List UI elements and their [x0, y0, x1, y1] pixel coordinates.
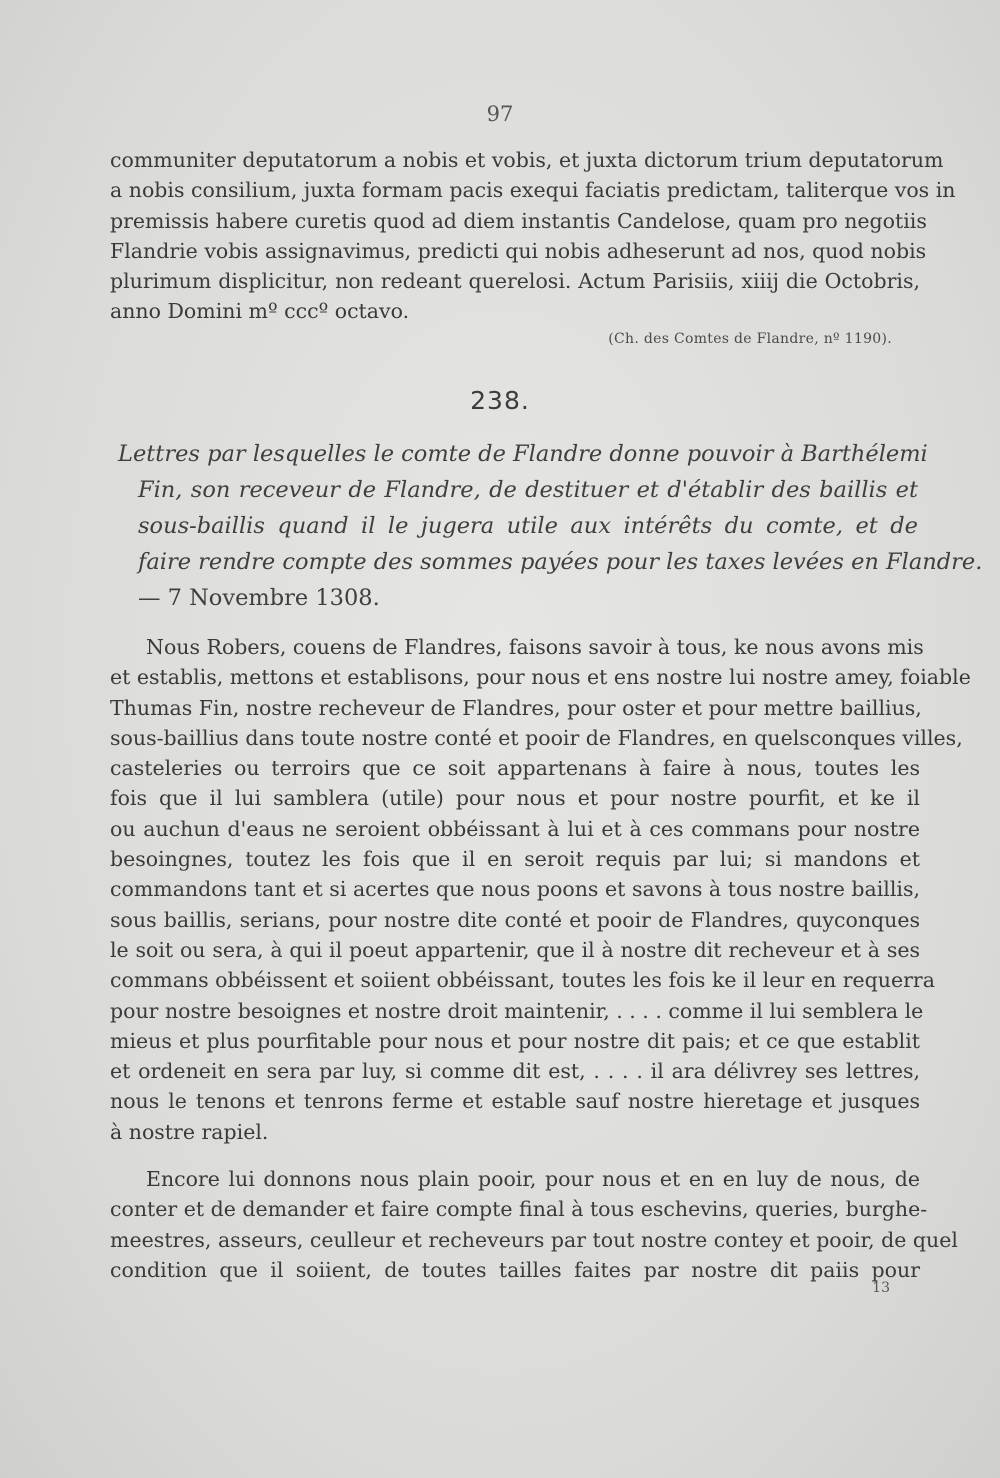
text-line: à nostre rapiel. — [110, 1119, 269, 1144]
text-line: mieus et plus pourfitable pour nous et pour nostre dit pais; et ce que establit — [110, 1028, 920, 1053]
heading-line: faire rendre compte des sommes payées pour les taxes levées en Flandre. — [138, 549, 983, 575]
text-line: casteleries ou terroirs que ce soit appartenans à faire à nous, toutes les — [110, 756, 920, 781]
text-line: nous le tenons et tenrons ferme et estable sauf nostre hieretage et jusques — [110, 1089, 920, 1114]
text-line: meestres, asseurs, ceulleur et recheveurs par tout nostre contey et pooir, de quel — [110, 1227, 958, 1252]
text-line: condition que il soiient, de toutes tailles faites par nostre dit paiis pour — [110, 1257, 920, 1282]
text-line: sous-baillius dans toute nostre conté et pooir de Flandres, en quelsconques villes, — [110, 725, 963, 750]
text-line: Flandrie vobis assignavimus, predicti qui nobis adheserunt ad nos, quod nobis — [110, 238, 927, 263]
text-line: ou auchun d'eaus ne seroient obbéissant à lui et à ces commans pour nostre — [110, 816, 920, 841]
paragraph-2 — [110, 1164, 958, 1285]
text-line: a nobis consilium, juxta formam pacis exequi faciatis predictam, taliterque vos in — [110, 178, 956, 203]
page-number: 97 — [486, 102, 514, 126]
text-line: anno Domini mº cccº octavo. — [110, 299, 410, 324]
text-line: Nous Robers, couens de Flandres, faisons savoir à tous, ke nous avons mis — [146, 635, 924, 659]
text-line: commandons tant et si acertes que nous poons et savons à tous nostre baillis, — [110, 877, 920, 902]
text-line: sous baillis, serians, pour nostre dite conté et pooir de Flandres, quyconques — [110, 907, 920, 932]
document-number: 238. — [470, 386, 530, 415]
text-line: commans obbéissent et soiient obbéissant, toutes les fois ke il leur en requerra — [110, 968, 935, 993]
folio-number: 13 — [872, 1280, 890, 1296]
paragraph-1 — [110, 632, 971, 1147]
text-line: Thumas Fin, nostre recheveur de Flandres, pour oster et pour mettre baillius, — [110, 695, 922, 720]
heading-line: Lettres par lesquelles le comte de Flandre donne pouvoir à Barthélemi — [118, 441, 928, 467]
text-line: le soit ou sera, à qui il poeut appartenir, que il à nostre dit recheveur et à ses — [110, 937, 920, 962]
intro-text-block — [110, 145, 956, 327]
text-line: fois que il lui samblera (utile) pour nous et pour nostre pourfit, et ke il — [110, 786, 920, 811]
text-line: premissis habere curetis quod ad diem instantis Candelose, quam pro negotiis — [110, 208, 927, 233]
text-line: Encore lui donnons nous plain pooir, pour nous et en en luy de nous, de — [146, 1167, 920, 1191]
text-line: conter et de demander et faire compte final à tous eschevins, queries, burghe- — [110, 1197, 928, 1222]
heading-line: Fin, son receveur de Flandre, de destituer et d'établir des baillis et — [138, 477, 918, 503]
text-line: pour nostre besoignes et nostre droit maintenir, . . . . comme il lui semblera le — [110, 998, 924, 1023]
heading-line: sous-baillis quand il le jugera utile aux intérêts du comte, et de — [138, 513, 918, 539]
text-line: et establis, mettons et establisons, pour nous et ens nostre lui nostre amey, foiable — [110, 665, 971, 690]
heading-date: — 7 Novembre 1308. — [138, 585, 380, 611]
text-line: besoingnes, toutez les fois que il en seroit requis par lui; si mandons et — [110, 847, 920, 872]
text-line: plurimum displicitur, non redeant querelosi. Actum Parisiis, xiiij die Octobris, — [110, 269, 920, 294]
text-line: communiter deputatorum a nobis et vobis, et juxta dictorum trium deputatorum — [110, 148, 944, 172]
document-heading — [118, 436, 983, 616]
text-line: et ordeneit en sera par luy, si comme dit est, . . . . il ara délivrey ses lettres, — [110, 1059, 920, 1084]
archive-citation: (Ch. des Comtes de Flandre, nº 1190). — [608, 331, 892, 347]
